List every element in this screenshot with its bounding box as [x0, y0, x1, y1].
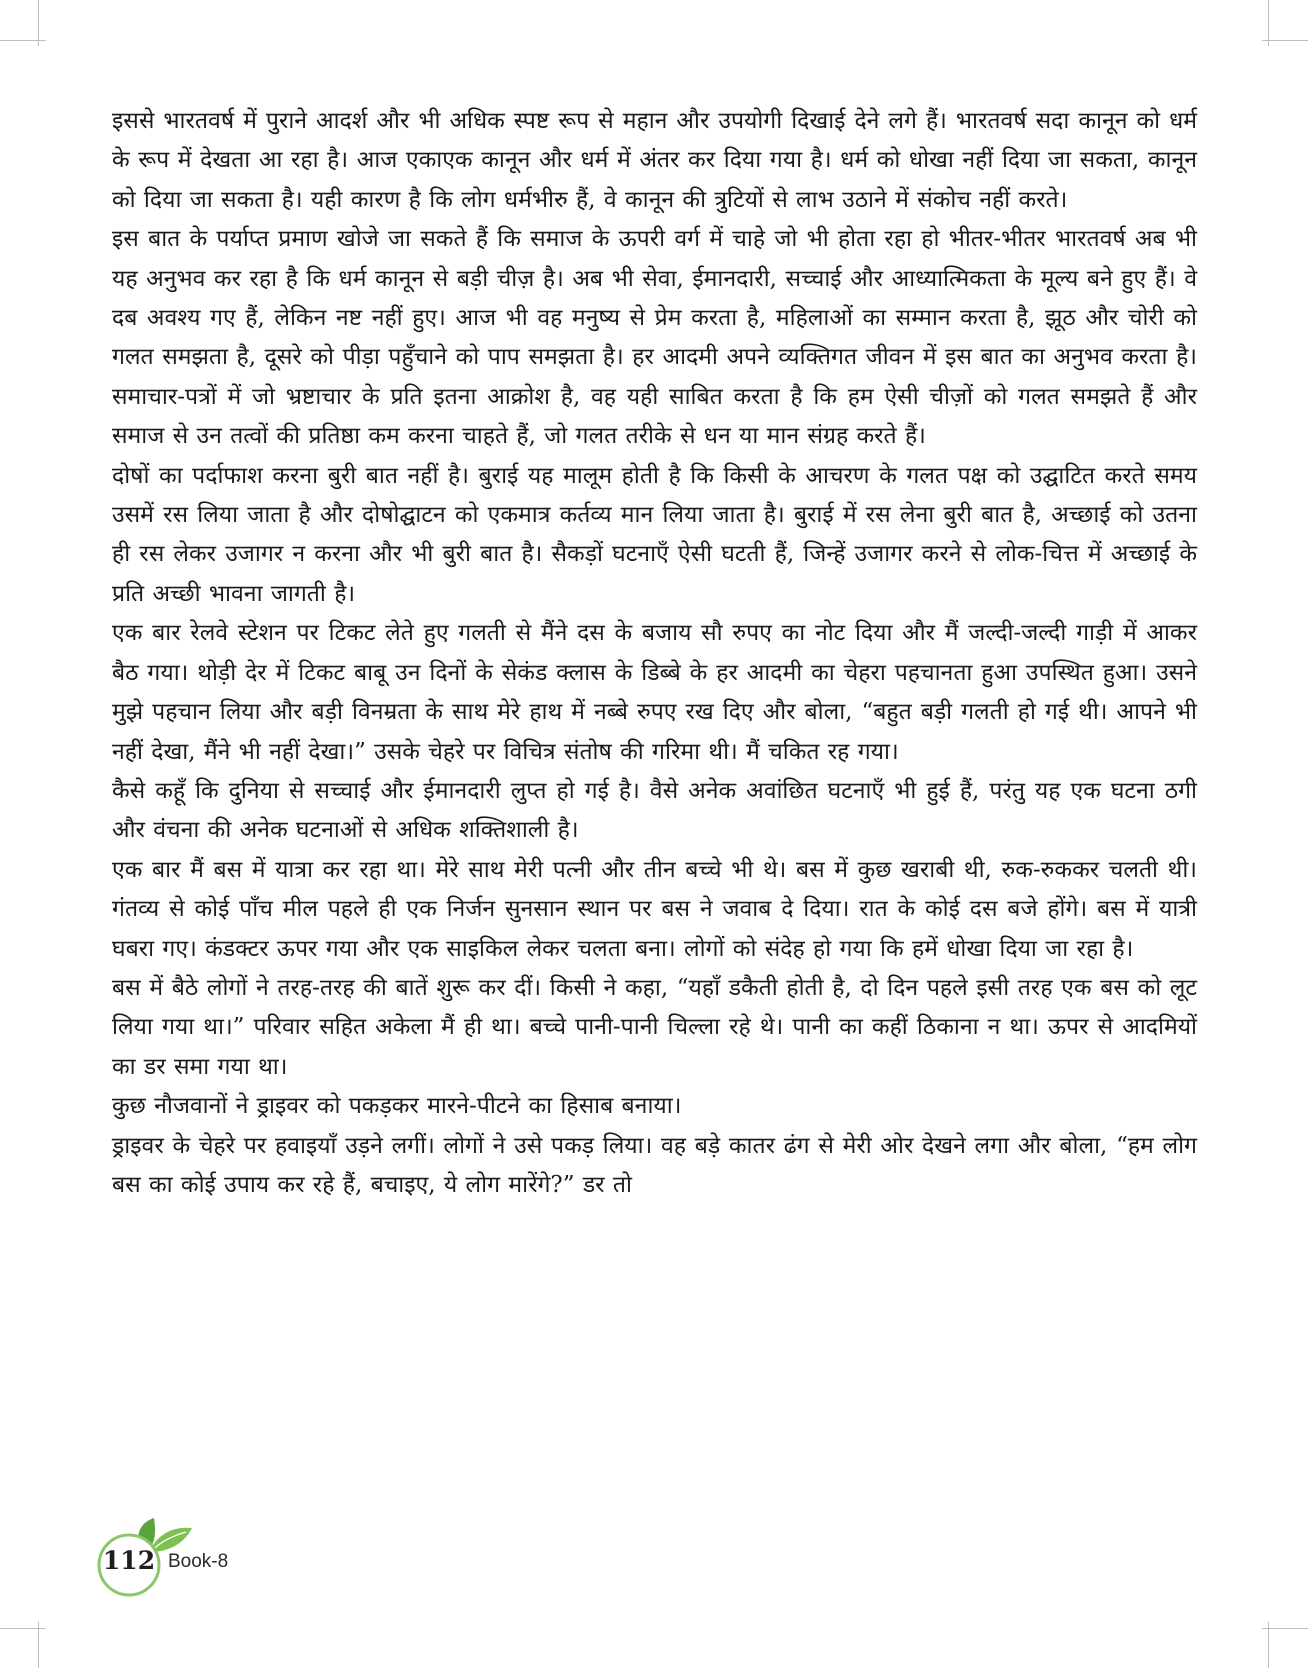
paragraph-6: एक बार मैं बस में यात्रा कर रहा था। मेरे साथ मेरी पत्नी और तीन बच्चे भी थे। बस में कुछ खराबी थी, रुक-रुककर चलती थी। गंतव्य से कोई पाँच मील पहले ही एक निर्जन सुनसान स्थान पर बस ने जवाब दे दिया। रात के कोई दस बजे होंगे। बस में यात्री घबरा गए। कंडक्टर ऊपर गया और एक साइकिल लेकर चलता बना। लोगों को संदेह हो गया कि हमें धोखा दिया जा रहा है।: [112, 856, 1197, 962]
crop-mark: [1262, 40, 1308, 41]
paragraph-5: कैसे कहूँ कि दुनिया से सच्चाई और ईमानदारी लुप्त हो गई है। वैसे अनेक अवांछित घटनाएँ भी हुई हैं, परंतु यह एक घटना ठगी और वंचना की अनेक घटनाओं से अधिक शक्तिशाली है।: [112, 777, 1197, 844]
paragraph-3: दोषों का पर्दाफाश करना बुरी बात नहीं है। बुराई यह मालूम होती है कि किसी के आचरण के गलत पक्ष को उद्घाटित करते समय उसमें रस लिया जाता है और दोषोद्घाटन को एकमात्र कर्तव्य मान लिया जाता है। बुराई में रस लेना बुरी बात है, अच्छाई को उतना ही रस लेकर उजागर न करना और भी बुरी बात है। सैकड़ों घटनाएँ ऐसी घटती हैं, जिन्हें उजागर करने से लोक-चित्त में अच्छाई के प्रति अच्छी भावना जागती है।: [112, 462, 1197, 607]
paragraph-8: कुछ नौजवानों ने ड्राइवर को पकड़कर मारने-पीटने का हिसाब बनाया।: [112, 1093, 682, 1120]
paragraph-4: एक बार रेलवे स्टेशन पर टिकट लेते हुए गलती से मैंने दस के बजाय सौ रुपए का नोट दिया और मैं जल्दी-जल्दी गाड़ी में आकर बैठ गया। थोड़ी देर में टिकट बाबू उन दिनों के सेकंड क्लास के डिब्बे के हर आदमी का चेहरा पहचानता हुआ उपस्थित हुआ। उसने मुझे पहचान लिया और बड़ी विनम्रता के साथ मेरे हाथ में नब्बे रुपए रख दिए और बोला, “बहुत बड़ी गलती हो गई थी। आपने भी नहीं देखा, मैंने भी नहीं देखा।” उसके चेहरे पर विचित्र संतोष की गरिमा थी। मैं चकित रह गया।: [112, 620, 1197, 765]
book-label: Book-8: [168, 1551, 229, 1572]
paragraph-9: ड्राइवर के चेहरे पर हवाइयाँ उड़ने लगीं। लोगों ने उसे पकड़ लिया। वह बड़े कातर ढंग से मेरी ओर देखने लगा और बोला, “हम लोग बस का कोई उपाय कर रहे हैं, बचाइए, ये लोग मारेंगे?” डर तो: [112, 1132, 1197, 1198]
paragraph-7: बस में बैठे लोगों ने तरह-तरह की बातें शुरू कर दीं। किसी ने कहा, “यहाँ डकैती होती है, दो दिन पहले इसी तरह एक बस को लूट लिया गया था।” परिवार सहित अकेला मैं ही था। बच्चे पानी-पानी चिल्ला रहे थे। पानी का कहीं ठिकाना न था। ऊपर से आदमियों का डर समा गया था।: [112, 974, 1197, 1080]
crop-mark: [0, 40, 46, 41]
paragraph-1: इससे भारतवर्ष में पुराने आदर्श और भी अधिक स्पष्ट रूप से महान और उपयोगी दिखाई देने लगे हैं। भारतवर्ष सदा कानून को धर्म के रूप में देखता आ रहा है। आज एकाएक कानून और धर्म में अंतर कर दिया गया है। धर्म को धोखा नहीं दिया जा सकता, कानून को दिया जा सकता है। यही कारण है कि लोग धर्मभीरु हैं, वे कानून की त्रुटियों से लाभ उठाने में संकोच नहीं करते।: [112, 108, 1197, 213]
paragraph-2: इस बात के पर्याप्त प्रमाण खोजे जा सकते हैं कि समाज के ऊपरी वर्ग में चाहे जो भी होता रहा हो भीतर-भीतर भारतवर्ष अब भी यह अनुभव कर रहा है कि धर्म कानून से बड़ी चीज़ है। अब भी सेवा, ईमानदारी, सच्चाई और आध्यात्मिकता के मूल्य बने हुए हैं। वे दब अवश्य गए हैं, लेकिन नष्ट नहीं हुए। आज भी वह मनुष्य से प्रेम करता है, महिलाओं का सम्मान करता है, झूठ और चोरी को गलत समझता है, दूसरे को पीड़ा पहुँचाने को पाप समझता है। हर आदमी अपने व्यक्तिगत जीवन में इस बात का अनुभव करता है। समाचार-पत्रों में जो भ्रष्टाचार के प्रति इतना आक्रोश है, वह यही साबित करता है कि हम ऐसी चीज़ों को गलत समझते हैं और समाज से उन तत्वों की प्रतिष्ठा कम करना चाहते हैं, जो गलत तरीके से धन या मान संग्रह करते हैं।: [112, 226, 1197, 450]
crop-mark: [1262, 1628, 1308, 1629]
crop-mark: [0, 1628, 46, 1629]
page-number: 112: [102, 1546, 156, 1575]
page-body: [112, 102, 1197, 1205]
page-footer: [96, 1512, 356, 1592]
